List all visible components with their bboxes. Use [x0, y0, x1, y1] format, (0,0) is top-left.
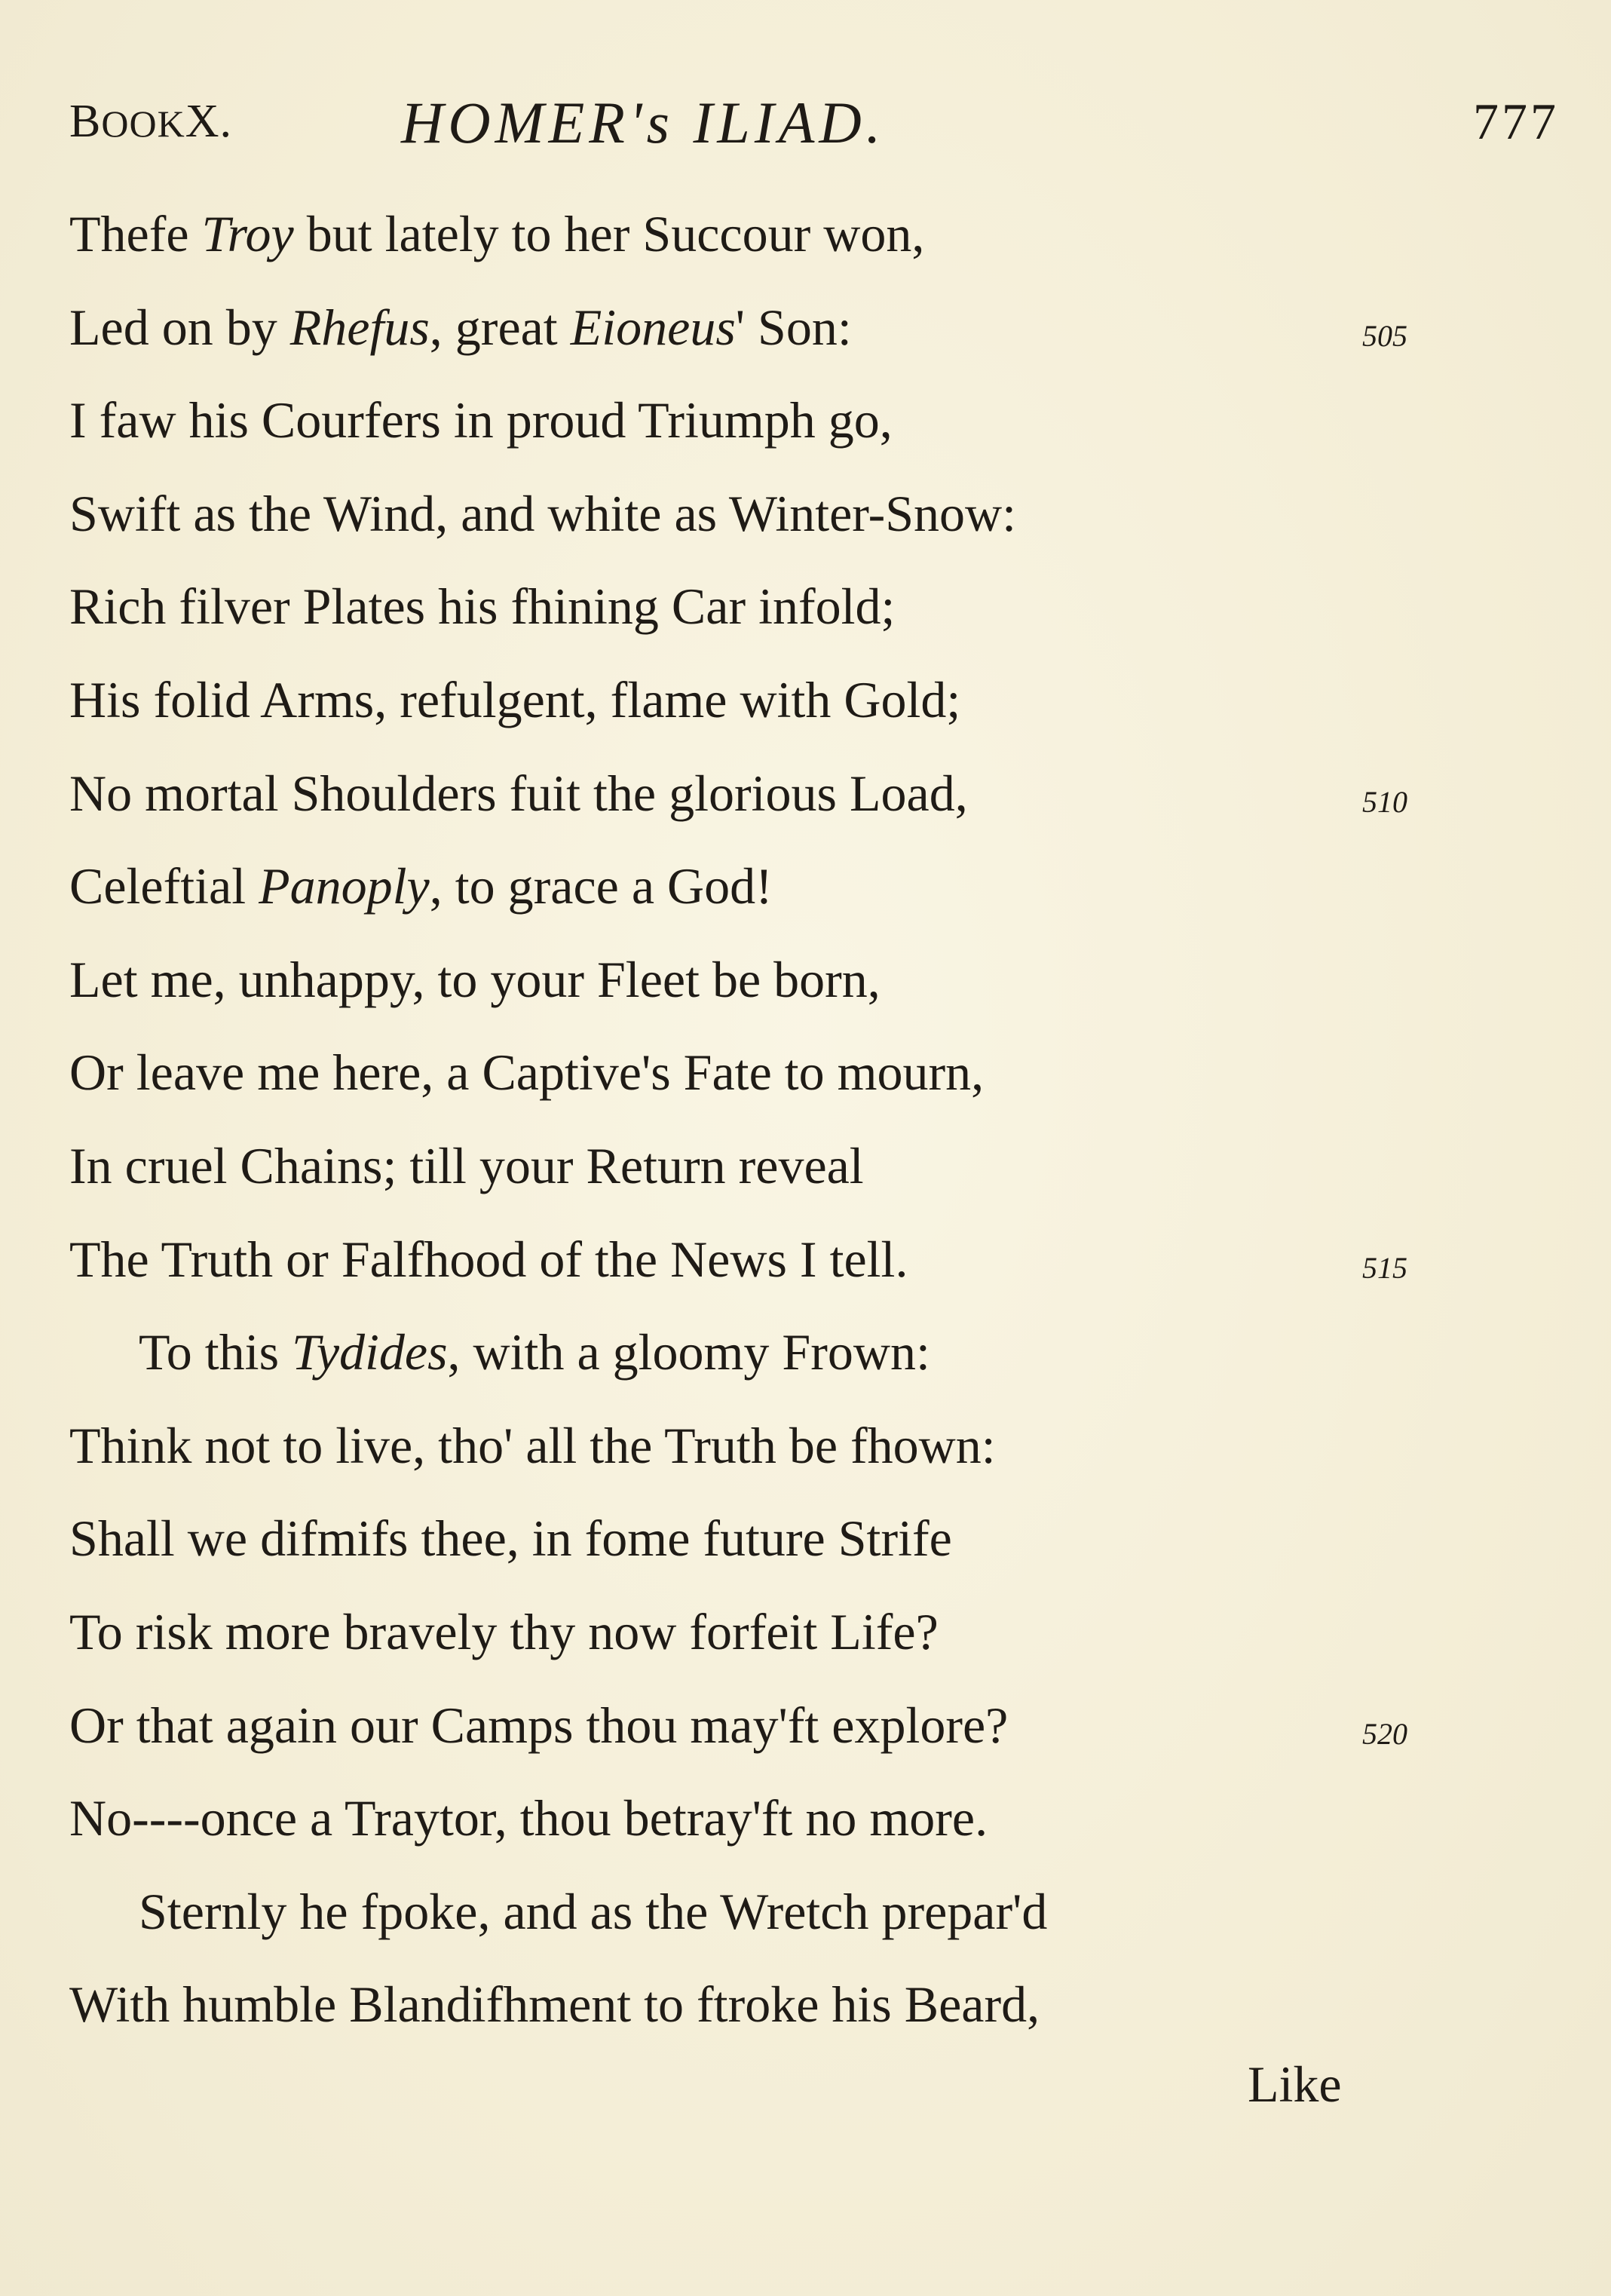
verse-line-text: [69, 951, 881, 1008]
verse-line: [69, 483, 1313, 577]
italic-name: Troy: [201, 205, 294, 262]
verse-line: [69, 204, 1313, 297]
verse-line: [69, 1695, 1407, 1789]
verse-text-segment: With humble Blandifhment to ftroke his Beard,: [69, 1976, 1040, 2034]
verse-line: [69, 1136, 1313, 1229]
verse-text-segment: Or that again our Camps thou may'ft explore?: [69, 1696, 1009, 1754]
verse-text-segment: ' Son:: [735, 298, 852, 356]
verse-line-text: [69, 1603, 939, 1660]
verse-block: [69, 204, 1407, 2068]
verse-text-segment: In cruel Chains; till your Return reveal: [69, 1136, 864, 1194]
verse-line-text: [69, 1976, 1040, 2033]
verse-line-text: [69, 1883, 1047, 1940]
verse-line-text: [69, 1510, 952, 1567]
verse-text-segment: Swift as the Wind, and white as Winter-Snow:: [69, 484, 1017, 542]
verse-line: [69, 1415, 1313, 1509]
verse-text-segment: No----once a Traytor, thou betray'ft no more.: [69, 1789, 988, 1847]
line-number: 520: [1362, 1716, 1407, 1751]
verse-text-segment: The Truth or Falfhood of the News I tell.: [69, 1230, 908, 1288]
verse-line: [69, 1508, 1313, 1602]
verse-text-segment: Or leave me here, a Captive's Fate to mourn,: [69, 1044, 985, 1102]
verse-text-segment: Let me, unhappy, to your Fleet be born,: [69, 950, 881, 1008]
page-number: 777: [1473, 93, 1559, 150]
verse-line: [69, 1322, 1313, 1415]
book-number: X.: [185, 96, 232, 147]
verse-line-text: [69, 205, 924, 262]
verse-line-text: [69, 1697, 1008, 1754]
book-label-smallcaps: OOK: [101, 103, 185, 145]
verse-text-segment: Shall we difmifs thee, in fome future Strife: [69, 1510, 952, 1568]
verse-line-text: [69, 1417, 996, 1474]
catchword: Like: [1248, 2055, 1342, 2113]
verse-text-segment: Thefe: [69, 205, 202, 262]
italic-name: Rhefus: [289, 298, 430, 356]
verse-text-segment: , great: [429, 298, 571, 356]
running-title: HOMER's ILIAD.: [401, 90, 886, 155]
verse-text-segment: His folid Arms, refulgent, flame with Gold;: [69, 670, 961, 728]
line-number: 505: [1362, 318, 1407, 353]
verse-line: [69, 1974, 1313, 2068]
verse-text-segment: but lately to her Succour won,: [293, 205, 925, 262]
book-label-initial: B: [69, 96, 102, 147]
verse-line-text: [69, 765, 968, 822]
verse-text-segment: Sternly he fpoke, and as the Wretch prepar'd: [139, 1882, 1048, 1940]
verse-line: [69, 763, 1407, 857]
verse-line: [69, 1229, 1407, 1323]
verse-line: [69, 576, 1313, 670]
verse-text-segment: Think not to live, tho' all the Truth be fhown:: [69, 1416, 996, 1474]
italic-name: Eioneus: [570, 298, 736, 356]
verse-line-text: [69, 1323, 930, 1381]
verse-line: [69, 856, 1313, 949]
verse-line: [69, 1042, 1313, 1136]
verse-line-text: [69, 299, 852, 356]
verse-line-text: [69, 1789, 988, 1847]
verse-line: [69, 949, 1313, 1043]
verse-text-segment: To this: [139, 1323, 292, 1381]
line-number: 515: [1362, 1250, 1407, 1285]
verse-line: [69, 1881, 1313, 1975]
verse-text-segment: , to grace a God!: [429, 857, 773, 915]
italic-name: Tydides: [292, 1323, 448, 1381]
verse-line: [69, 670, 1313, 763]
verse-text-segment: Led on by: [69, 298, 290, 356]
verse-line-text: [69, 671, 960, 728]
running-header: [69, 89, 1559, 157]
verse-line: [69, 390, 1313, 483]
verse-line-text: [69, 578, 895, 635]
italic-name: Panoply: [259, 857, 430, 915]
verse-line-text: [69, 1137, 864, 1194]
verse-text-segment: I faw his Courfers in proud Triumph go,: [69, 391, 893, 449]
verse-text-segment: To risk more bravely thy now forfeit Life?: [69, 1602, 939, 1660]
verse-text-segment: Rich filver Plates his fhining Car infold;: [69, 578, 896, 636]
verse-line: [69, 1602, 1313, 1695]
verse-text-segment: Celeftial: [69, 857, 259, 915]
line-number: 510: [1362, 784, 1407, 819]
book-label: [69, 95, 232, 149]
verse-line-text: [69, 1231, 908, 1288]
verse-text-segment: , with a gloomy Frown:: [447, 1323, 930, 1381]
verse-line: [69, 1788, 1313, 1881]
verse-line-text: [69, 1044, 984, 1101]
verse-line: [69, 297, 1407, 391]
verse-text-segment: No mortal Shoulders fuit the glorious Load,: [69, 764, 968, 822]
verse-line-text: [69, 857, 773, 915]
verse-line-text: [69, 485, 1016, 542]
verse-line-text: [69, 391, 893, 449]
